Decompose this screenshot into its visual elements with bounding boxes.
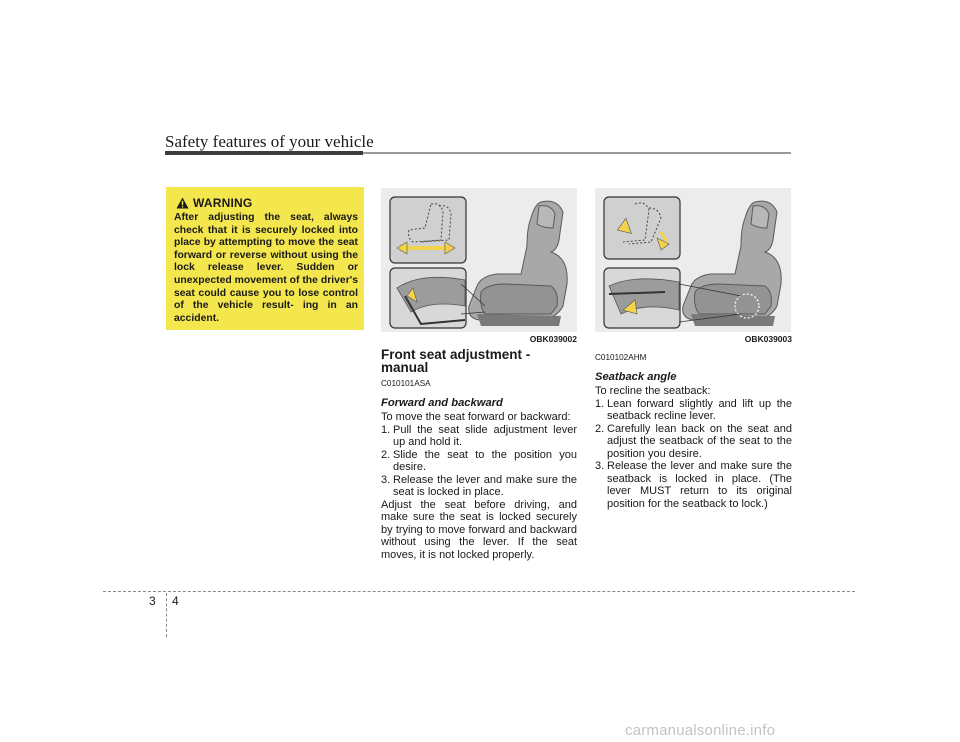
section-seatback-angle [595,349,792,510]
step-item [381,424,577,449]
seatback-illustration [595,188,791,332]
step-number: 1. [595,397,605,410]
section-intro: To recline the seatback: [595,385,711,397]
step-item [381,474,577,499]
watermark: carmanualsonline.info [625,722,776,739]
section-forward-backward [381,349,577,561]
step-item [381,449,577,474]
warning-triangle-icon [176,197,189,209]
chapter-number: 3 [149,594,156,608]
step-item [595,398,792,423]
seatback-angle-figure [595,188,791,332]
section-title: Front seat adjustment - manual [381,347,531,375]
section-closing: Adjust the seat before driving, and make sure the seat is locked securely by trying to move forward and backward without using the lever. If the seat moves, it is not locked properly. [381,498,577,561]
step-text: Release the lever and make sure the seatback is locked in place. (The lever MUST return to its original position for the seatback to lock.) [607,460,792,510]
step-text: Release the lever and make sure the seat is locked in place. [393,473,577,498]
section-subtitle: Seatback angle [595,370,677,383]
warning-text: After adjusting the seat, always check that it is securely locked into place by attempting to move the seat forward or reverse without using the lock release lever. Sudden or unexpected movement of the driver's seat could cause you to lose control of the vehicle result- ing in an accident. [174,212,358,324]
seat-slide-illustration [381,188,577,332]
step-number: 1. [381,423,391,436]
steps-list [595,398,792,511]
step-number: 3. [381,473,391,486]
step-item [595,423,792,461]
step-text: Slide the seat to the position you desire. [393,448,577,473]
step-number: 2. [595,422,605,435]
step-text: Lean forward slightly and lift up the seatback recline lever. [607,397,792,422]
page-number: 4 [172,594,179,608]
step-item [595,460,792,510]
header-rule-accent [165,151,363,155]
seat-slide-figure [381,188,577,332]
steps-list [381,424,577,499]
warning-title: WARNING [193,196,253,210]
step-number: 2. [381,448,391,461]
section-subtitle: Forward and backward [381,396,503,409]
section-intro: To move the seat forward or backward: [381,411,571,423]
warning-heading [176,196,252,210]
step-number: 3. [595,460,605,472]
page-header-title: Safety features of your vehicle [165,132,374,151]
footer-divider [166,593,167,637]
figure-code-left: OBK039002 [529,334,577,344]
step-text: Pull the seat slide adjustment lever up and hold it. [393,423,577,448]
step-text: Carefully lean back on the seat and adjust the seatback of the seat to the position you desire. [607,422,792,460]
figure-code-right: OBK039003 [744,334,792,344]
section-code: C010102AHM [595,353,647,362]
section-code: C010101ASA [381,379,431,388]
footer-rule [103,591,855,592]
